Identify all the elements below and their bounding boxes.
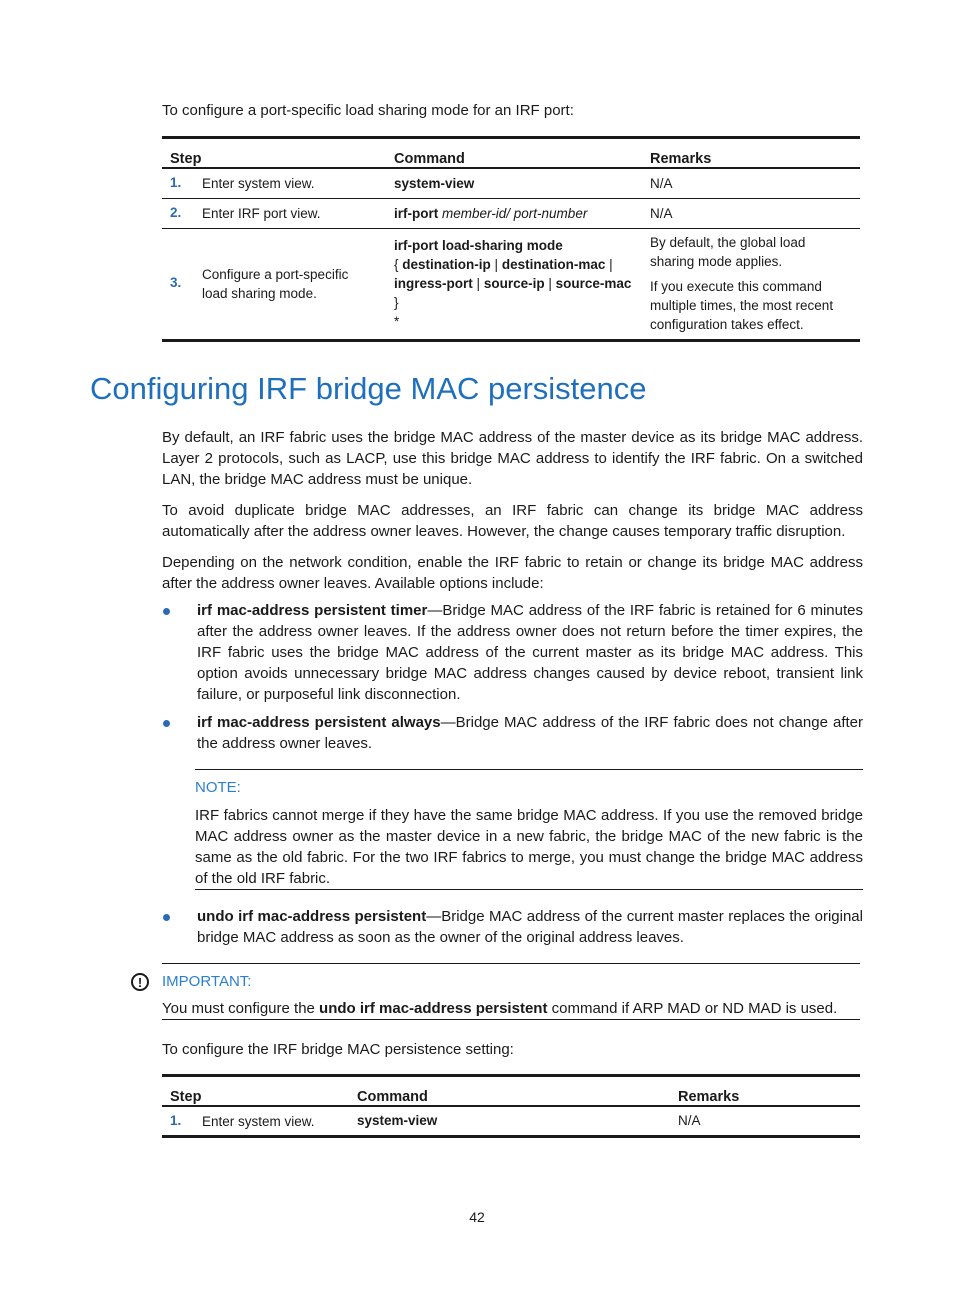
command-cell [386, 228, 642, 340]
command-keyword: irf-port [394, 205, 439, 221]
header-step: Step [162, 1076, 349, 1107]
step-number: 2. [170, 205, 182, 221]
important-text-post: command if ARP MAD or ND MAD is used. [547, 1000, 838, 1017]
note-label: NOTE: [195, 779, 241, 796]
table2-intro: To configure the IRF bridge MAC persistence setting: [162, 1041, 514, 1058]
brace-close: } [394, 295, 399, 310]
step-number: 3. [170, 275, 182, 291]
bullet-text: —Bridge MAC address of the IRF fabric does not change after the address owner leaves. [197, 714, 863, 752]
note-box [195, 769, 863, 890]
bullet-text: —Bridge MAC address of the current master replaces the original bridge MAC address as soon as the owner of the original address leaves. [197, 908, 863, 946]
paragraph-avoid-duplicates: To avoid duplicate bridge MAC addresses, an IRF fabric can change its bridge MAC address automatically after the address owner leaves. However, the change causes temporary traffic disruption. [162, 502, 863, 540]
repeat-star: * [394, 314, 400, 329]
table-header-row [162, 1076, 860, 1107]
command-keyword: irf-port load-sharing mode [394, 238, 563, 253]
option-destination-mac: destination-mac [501, 257, 606, 272]
table-header-row [162, 138, 860, 169]
important-label: IMPORTANT: [162, 973, 252, 990]
command-argument: member-id/ port-number [442, 205, 588, 221]
step-text: Enter system view. [202, 1113, 315, 1129]
header-command: Command [349, 1076, 670, 1107]
important-box [162, 963, 860, 1020]
important-text [162, 998, 860, 1019]
separator: | [476, 276, 481, 291]
header-remarks: Remarks [642, 138, 860, 169]
section-heading: Configuring IRF bridge MAC persistence [90, 371, 647, 406]
table-row [162, 228, 860, 340]
table-row [162, 168, 860, 198]
command-keyword: system-view [357, 1113, 438, 1129]
option-destination-ip: destination-ip [402, 257, 491, 272]
bullet-keyword: irf mac-address persistent timer [197, 602, 428, 619]
remarks-cell: N/A [642, 168, 860, 198]
remarks-repeat: If you execute this command multiple times, the most recent configuration takes effect. [650, 279, 834, 332]
bullet-marker [163, 608, 170, 615]
bullet-keyword: irf mac-address persistent always [197, 714, 441, 731]
bullet-always [197, 712, 863, 754]
bullet-text: —Bridge MAC address of the IRF fabric is retained for 6 minutes after the address owner leaves. If the address owner does not return before the timer expires, the IRF fabric uses the bridge MAC address of the current master as its bridge MAC address. This option avoids unnecessary bridge MAC address changes caused by device reboot, transient link failure, or purposeful link disconnection. [197, 602, 864, 703]
option-source-mac: source-mac [555, 276, 632, 291]
step-text: Enter IRF port view. [202, 205, 321, 221]
note-text: IRF fabrics cannot merge if they have the same bridge MAC address. If you use the removed bridge MAC address owner as the master device in a new fabric, the bridge MAC of the new fabric is the same as the old fabric. For the two IRF fabrics to merge, you must change the bridge MAC address of the old IRF fabric. [195, 807, 863, 887]
header-step: Step [162, 138, 386, 169]
step-number: 1. [170, 1113, 182, 1128]
table-row [162, 198, 860, 228]
separator: | [548, 276, 552, 291]
separator: | [494, 257, 499, 272]
command-keyword: system-view [394, 175, 475, 191]
brace-open: { [394, 257, 399, 272]
header-remarks: Remarks [670, 1076, 860, 1107]
header-command: Command [386, 138, 642, 169]
bullet-marker [163, 914, 170, 921]
remarks-cell: N/A [642, 198, 860, 228]
step-text: Configure a port-specific load sharing mode. [202, 266, 349, 301]
important-text-pre: You must configure the [162, 1000, 320, 1017]
load-sharing-table [162, 136, 860, 342]
option-ingress-port: ingress-port [394, 276, 473, 291]
bullet-undo [197, 906, 863, 948]
table1-intro: To configure a port-specific load sharing mode for an IRF port: [162, 102, 574, 119]
bullet-keyword: undo irf mac-address persistent [197, 908, 427, 925]
step-text: Enter system view. [202, 176, 315, 192]
paragraph-options: Depending on the network condition, enable the IRF fabric to retain or change its bridge MAC address after the address owner leaves. Available options include: [162, 554, 863, 592]
step-number: 1. [170, 175, 182, 191]
paragraph-default: By default, an IRF fabric uses the bridge MAC address of the master device as its bridge MAC address. Layer 2 protocols, such as LACP, use this bridge MAC address to identify the IRF fabric. On a switched LAN, the bridge MAC address must be unique. [162, 429, 863, 488]
table-row [162, 1106, 860, 1136]
remarks-default: By default, the global load sharing mode applies. [650, 235, 806, 269]
important-keyword: undo irf mac-address persistent [319, 1000, 548, 1017]
remarks-cell [642, 228, 860, 340]
bullet-marker [163, 720, 170, 727]
important-icon: ! [131, 973, 149, 991]
option-source-ip: source-ip [483, 276, 545, 291]
separator: | [609, 257, 613, 272]
page-number: 42 [469, 1209, 485, 1225]
bullet-timer [197, 600, 863, 705]
persistence-table [162, 1074, 860, 1138]
remarks-cell: N/A [670, 1106, 860, 1136]
